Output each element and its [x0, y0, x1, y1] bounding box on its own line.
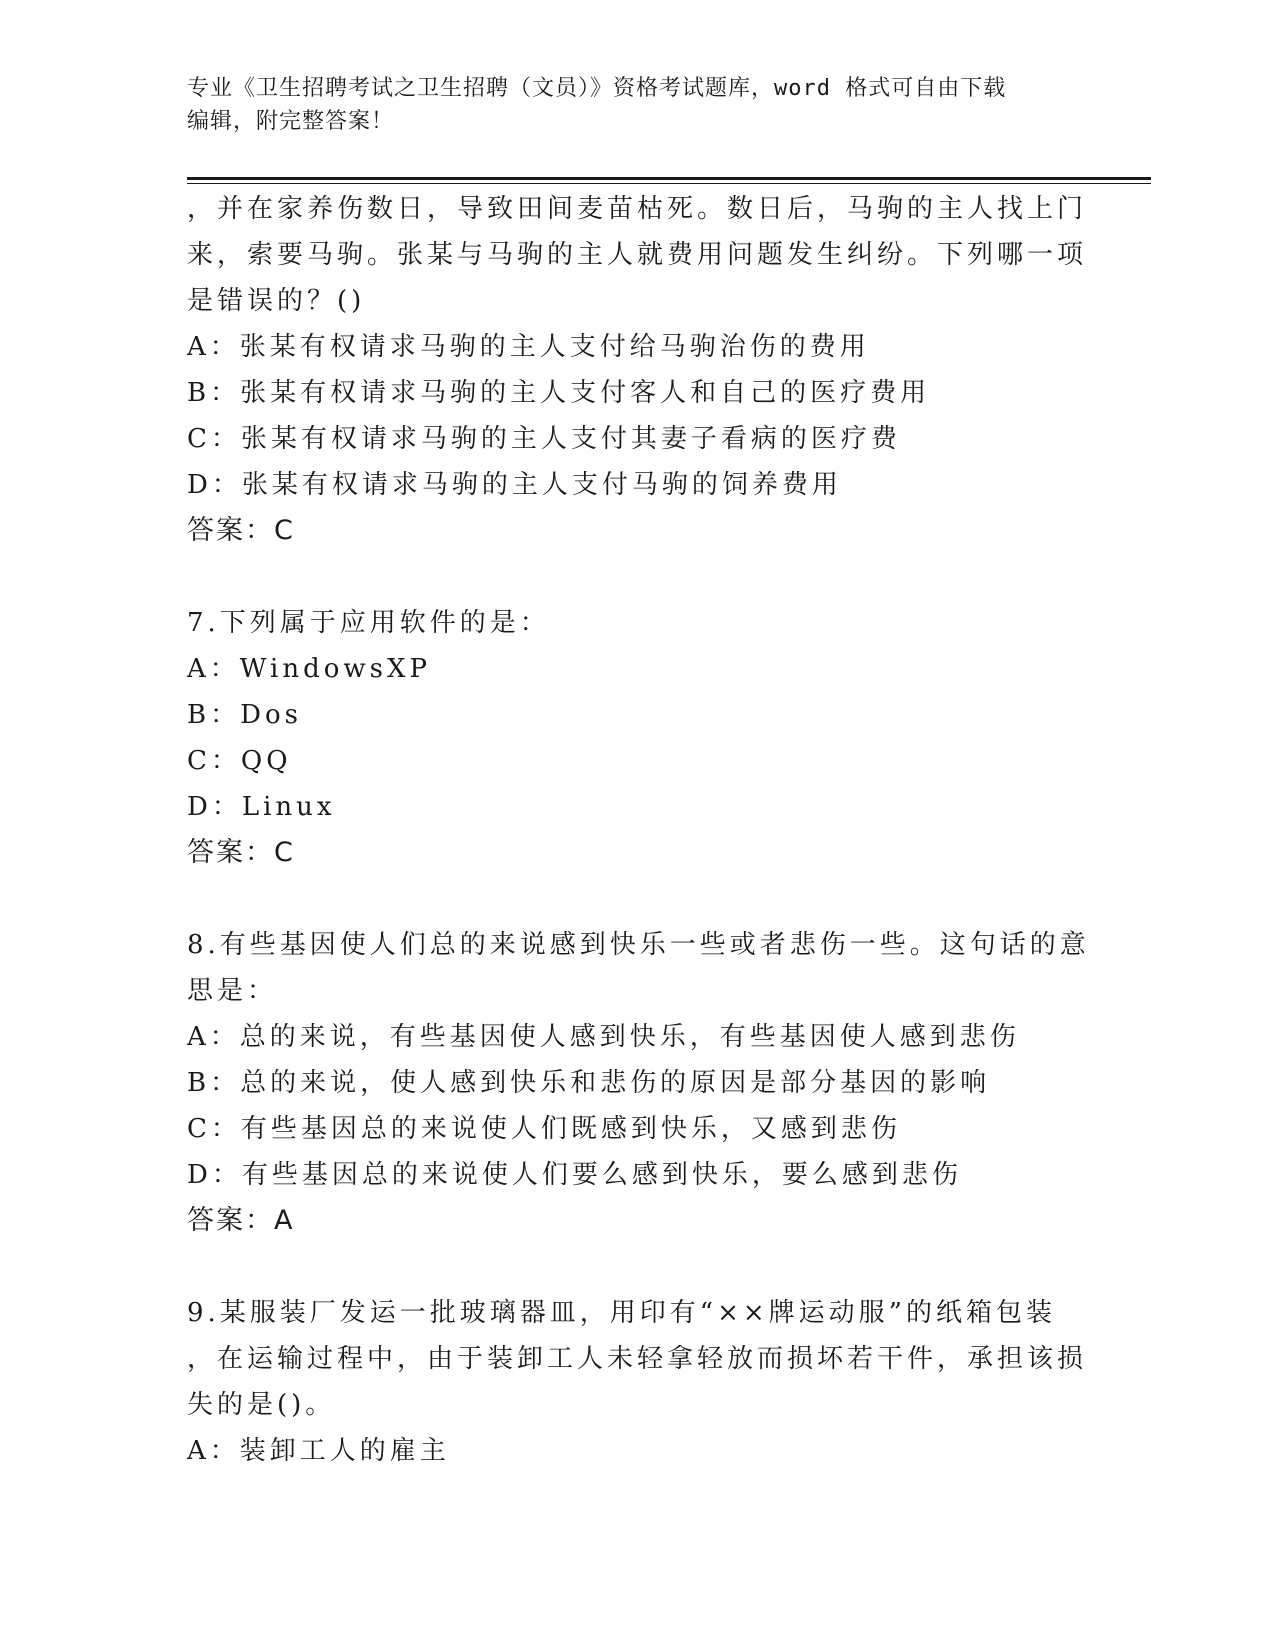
option-a: A：张某有权请求马驹的主人支付给马驹治伤的费用	[187, 332, 870, 362]
question-6	[187, 186, 1088, 554]
header-divider-thin	[187, 183, 1151, 184]
option-a: A：装卸工人的雇主	[187, 1436, 450, 1466]
option-c: C：有些基因总的来说使人们既感到快乐，又感到悲伤	[187, 1114, 901, 1144]
header-divider-thick	[187, 177, 1151, 180]
question-8	[187, 922, 1090, 1244]
question-stem-line: 8.有些基因使人们总的来说感到快乐一些或者悲伤一些。这句话的意	[187, 930, 1090, 960]
answer: 答案：C	[187, 515, 295, 546]
option-d: D：Linux	[187, 792, 336, 822]
option-b: B：总的来说，使人感到快乐和悲伤的原因是部分基因的影响	[187, 1068, 991, 1098]
question-7	[187, 600, 1067, 876]
question-stem-line: 思是：	[187, 976, 278, 1006]
page-header	[187, 72, 1067, 138]
option-d: D：张某有权请求马驹的主人支付马驹的饲养费用	[187, 470, 842, 500]
spacer	[187, 554, 1067, 600]
question-stem-line: 9.某服装厂发运一批玻璃器皿，用印有“××牌运动服”的纸箱包装	[187, 1298, 1056, 1328]
option-d: D：有些基因总的来说使人们要么感到快乐，要么感到悲伤	[187, 1160, 962, 1190]
option-c: C：QQ	[187, 746, 292, 776]
document-body	[187, 186, 1090, 1474]
answer: 答案：C	[187, 837, 295, 868]
question-stem-line: 来，索要马驹。张某与马驹的主人就费用问题发生纠纷。下列哪一项	[187, 240, 1088, 270]
question-stem-line: 是错误的？()	[187, 286, 366, 316]
option-b: B：Dos	[187, 700, 302, 730]
option-b: B：张某有权请求马驹的主人支付客人和自己的医疗费用	[187, 378, 931, 408]
option-a: A：WindowsXP	[187, 654, 432, 684]
question-stem-line: 7.下列属于应用软件的是：	[187, 608, 550, 638]
question-stem-line: ，在运输过程中，由于装卸工人未轻拿轻放而损坏若干件，承担该损	[187, 1344, 1088, 1374]
option-c: C：张某有权请求马驹的主人支付其妻子看病的医疗费	[187, 424, 901, 454]
question-9	[187, 1290, 1088, 1474]
question-stem-line: ，并在家养伤数日，导致田间麦苗枯死。数日后，马驹的主人找上门	[187, 194, 1088, 224]
spacer	[187, 1244, 1067, 1290]
answer: 答案：A	[187, 1205, 295, 1236]
question-stem-line: 失的是()。	[187, 1390, 336, 1420]
header-line: 编辑，附完整答案！	[187, 109, 395, 134]
header-line: 专业《卫生招聘考试之卫生招聘（文员）》资格考试题库，word 格式可自由下载	[187, 76, 1007, 101]
option-a: A：总的来说，有些基因使人感到快乐，有些基因使人感到悲伤	[187, 1022, 1020, 1052]
spacer	[187, 876, 1067, 922]
